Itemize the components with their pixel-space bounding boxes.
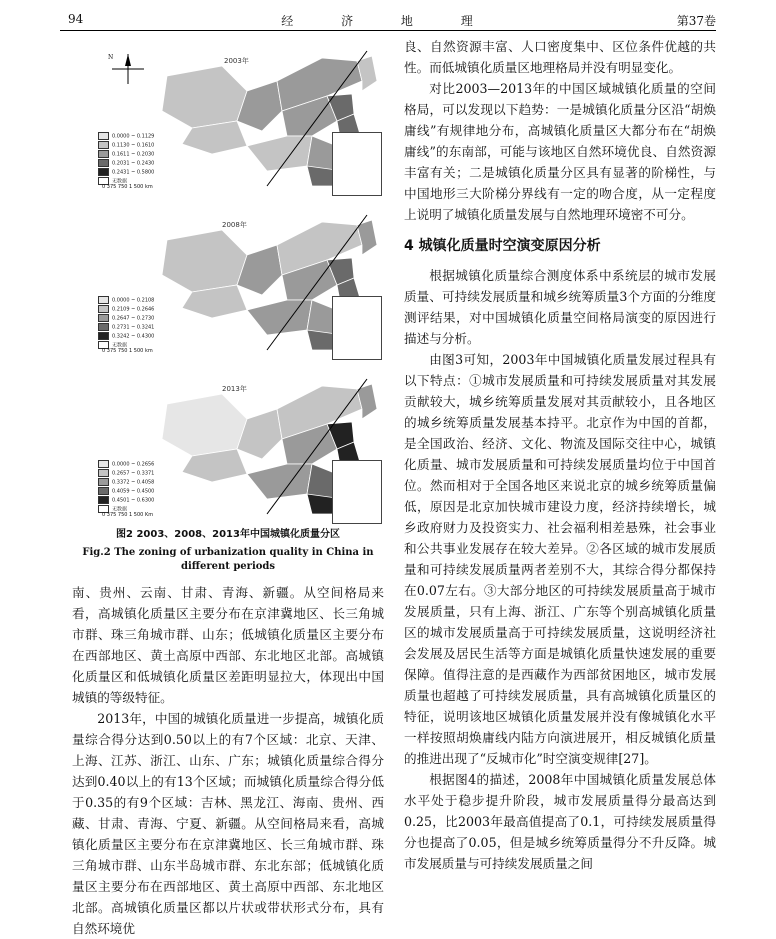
legend-item: 0.2109 ~ 0.2646 — [98, 305, 154, 314]
south-china-sea-inset — [332, 132, 382, 196]
paragraph: 2013年，中国的城镇化质量进一步提高，城镇化质量综合得分达到0.50以上的有7个区域：北京、天津、上海、江苏、浙江、山东、广东；城镇化质量综合得分达到0.40以上的有13个区域；而城镇化质量综合得分低于0.35的有9个区域：吉林、黑龙江、海南、贵州、西藏、甘肃、青海、宁夏、新疆。从空间格局来看，高城镇化质量区主要分布在京津冀地区、长三角城市群、珠三角城市群、山东半岛城市群、东北东部；低城镇化质量区主要分布在西部地区、黄土高原中西部、东北地区北部。高城镇化质量区都以片状或带状形式分布，具有自然环境优 — [72, 711, 384, 936]
legend-item: 0.3372 ~ 0.4058 — [98, 478, 154, 487]
map-legend — [98, 132, 154, 186]
legend-item: 0.2431 ~ 0.5800 — [98, 168, 154, 177]
figure — [72, 36, 384, 574]
legend-item: 无数据 — [98, 341, 154, 350]
paragraph: 由图3可知，2003年中国城镇化质量发展过程具有以下特点：①城市发展质量和可持续发展质量对其发展贡献较大，城乡统筹质量发展对其贡献较小，且各地区的城乡统筹质量发展基本持平。北京作为中国的首都，是全国政治、经济、文化、物流及国际交往中心，城镇化质量、城市发展质量和可持续发展质量均位于中国首位。然而相对于全国各地区来说北京的城乡统筹质量偏低，原因是北京加快城市建设力度，经济持续增长，城乡政府财力及投资实力、社会福利相差悬殊，社会事业和公共事业发展存在较大差异。②各区域的城市发展质量和可持续发展质量两者差别不大，其综合得分都保持在0.07左右。③大部分地区的可持续发展质量高于城市发展质量，只有上海、浙江、广东等个别高城镇化质量区的城市发展质量高于可持续发展质量，这说明经济社会发展及居民生活等方面是城镇化质量快速发展的重要保障。值得注意的是西藏作为西部贫困地区，城市发展质量也超越了可持续发展质量，具有高城镇化质量区的特征，说明该地区城镇化质量发展并没有像城镇化水平一样按照胡焕庸线内陆方向演进展开，相反城镇化质量的推进出现了“反城市化”时空演变规律[27]。 — [404, 352, 716, 766]
north-arrow-icon — [108, 54, 113, 61]
paragraph: 对比2003—2013年的中国区域城镇化质量的空间格局，可以发现以下趋势：一是城镇化质量分区沿“胡焕庸线”有规律地分布，高城镇化质量区大都分布在“胡焕庸线”的东南部，可能与该地区自然环境优良、自然资源丰富有关；二是城镇化质量分区具有显著的阶梯性，与中国地形三大阶梯分界线有一定的吻合度，从一定程度上说明了城镇化质量发展与自然地理环境密不可分。 — [404, 81, 716, 222]
left-body-text — [72, 582, 384, 939]
map-legend — [98, 460, 154, 514]
paragraph: 良、自然资源丰富、人口密度集中、区位条件优越的共性。而低城镇化质量区地理格局并没有明显变化。 — [404, 39, 716, 75]
paragraph: 南、贵州、云南、甘肃、青海、新疆。从空间格局来看，高城镇化质量区主要分布在京津冀地区、长三角城市群、珠三角城市群、山东；低城镇化质量区主要分布在西部地区、黄土高原中西部、东北地区北部。高城镇化质量区和低城镇化质量区差距明显拉大，体现出中国城镇的等级特征。 — [72, 585, 384, 705]
legend-item: 无数据 — [98, 177, 154, 186]
map-region — [247, 300, 312, 335]
legend-item: 0.2657 ~ 0.3371 — [98, 469, 154, 478]
map-region — [162, 66, 247, 128]
legend-item: 0.0000 ~ 0.1129 — [98, 132, 154, 141]
map-panel-2013 — [72, 364, 384, 524]
map-panel-2008 — [72, 200, 384, 360]
legend-item: 0.3242 ~ 0.4300 — [98, 332, 154, 341]
legend-item: 0.1130 ~ 0.1610 — [98, 141, 154, 150]
figure-caption — [72, 528, 384, 574]
map-region — [162, 394, 247, 456]
south-china-sea-inset — [332, 296, 382, 360]
caption-english: Fig.2 The zoning of urbanization quality in China in different periods — [82, 547, 374, 572]
legend-item: 0.0000 ~ 0.2656 — [98, 460, 154, 469]
map-panel-2003 — [72, 36, 384, 196]
page-header — [60, 10, 716, 32]
year-label: 2008年 — [222, 221, 247, 229]
scale-bar: 0 375 750 1 500 km — [102, 348, 153, 354]
journal-title: 经 济 地 理 — [281, 14, 495, 28]
volume-label: 第37卷 — [676, 14, 716, 28]
paragraph: 根据城镇化质量综合测度体系中系统层的城市发展质量、可持续发展质量和城乡统筹质量3个方面的分维度测评结果，对中国城镇化质量空间格局演变的原因进行描述与分析。 — [404, 268, 716, 346]
right-column — [404, 36, 716, 874]
header-rule — [60, 30, 716, 31]
map-legend — [98, 296, 154, 350]
scale-bar: 0 375 750 1 500 Km — [102, 512, 154, 518]
map-region — [247, 464, 312, 499]
south-china-sea-inset — [332, 460, 382, 524]
scale-bar: 0 375 750 1 500 km — [102, 184, 153, 190]
legend-item: 0.0000 ~ 0.2108 — [98, 296, 154, 305]
section-heading: 4 城镇化质量时空演变原因分析 — [404, 238, 601, 254]
map-region — [247, 136, 312, 171]
left-column — [72, 36, 384, 939]
legend-item: 0.1611 ~ 0.2030 — [98, 150, 154, 159]
map-region — [162, 230, 247, 292]
legend-item: 0.4501 ~ 0.6300 — [98, 496, 154, 505]
legend-item: 0.4059 ~ 0.4500 — [98, 487, 154, 496]
legend-item: 0.2031 ~ 0.2430 — [98, 159, 154, 168]
legend-item: 0.2731 ~ 0.3241 — [98, 323, 154, 332]
north-label: N — [108, 54, 114, 61]
caption-chinese: 图2 2003、2008、2013年中国城镇化质量分区 — [116, 529, 340, 540]
year-label: 2013年 — [222, 385, 247, 393]
year-label: 2003年 — [224, 57, 249, 65]
page-number: 94 — [68, 12, 84, 26]
legend-item: 无数据 — [98, 505, 154, 514]
legend-item: 0.2647 ~ 0.2730 — [98, 314, 154, 323]
paragraph: 根据图4的描述，2008年中国城镇化质量发展总体水平处于稳步提升阶段，城市发展质量得分最高达到0.25，比2003年最高值提高了0.1，可持续发展质量得分也提高了0.05，但是城乡统筹质量得分不升反降。城市发展质量与可持续发展质量之间 — [404, 772, 716, 871]
